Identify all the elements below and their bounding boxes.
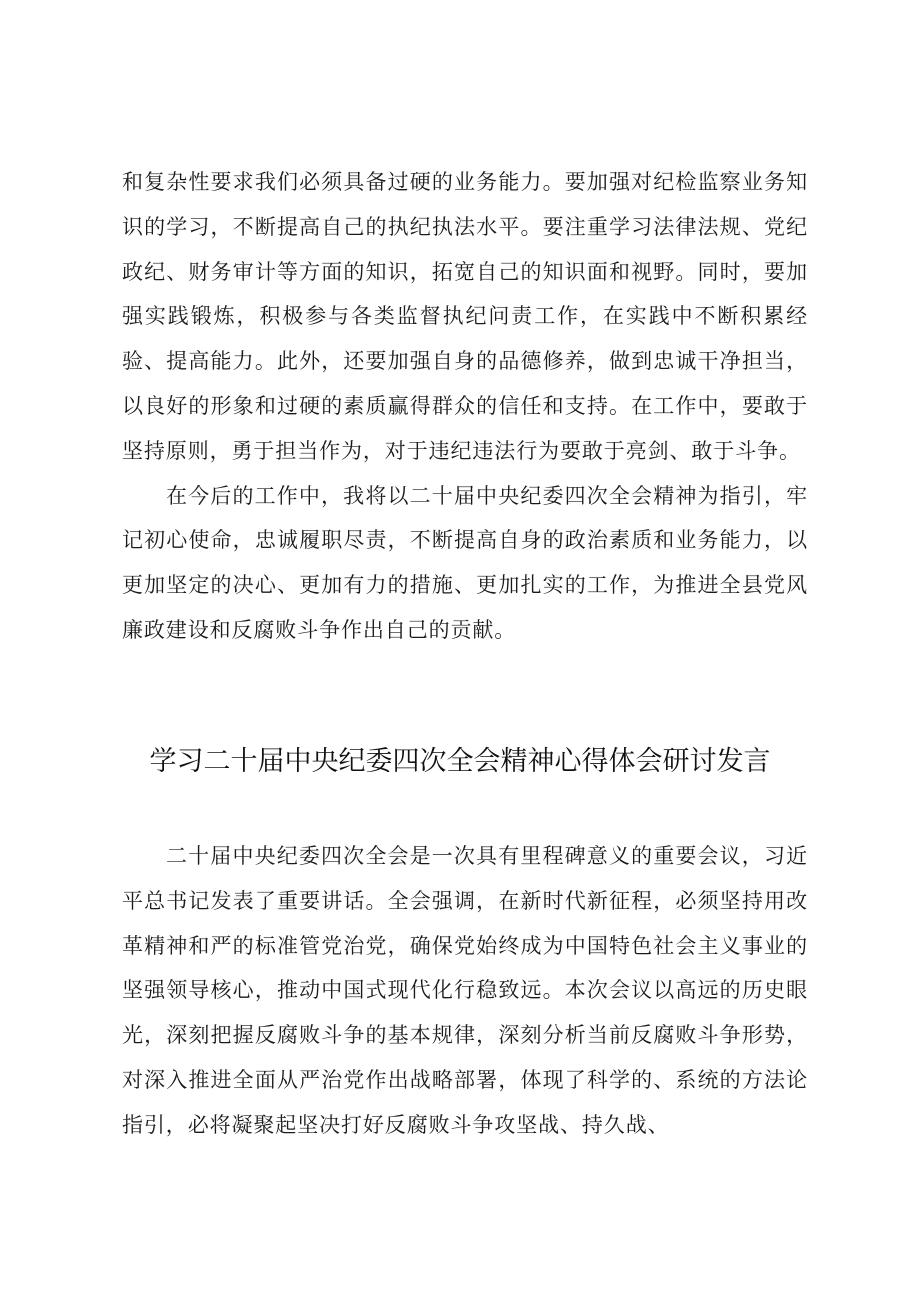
- paragraph-opening: 二十届中央纪委四次全会是一次具有里程碑意义的重要会议，习近平总书记发表了重要讲话。全会强调，在新时代新征程，必须坚持用改革精神和严的标准管党治党，确保党始终成为中国特色社会主义事业的坚强领导核心，推动中国式现代化行稳致远。本次会议以高远的历史眼光，深刻把握反腐败斗争的基本规律，深刻分析当前反腐败斗争形势，对深入推进全面从严治党作出战略部署，体现了科学的、系统的方法论指引，必将凝聚起坚决打好反腐败斗争攻坚战、持久战、: [122, 844, 808, 1137]
- section1-body: [122, 160, 808, 653]
- section2-body: [122, 834, 808, 1148]
- paragraph-continued: 和复杂性要求我们必须具备过硬的业务能力。要加强对纪检监察业务知识的学习，不断提高自己的执纪执法水平。要注重学习法律法规、党纪政纪、财务审计等方面的知识，拓宽自己的知识面和视野。同时，要加强实践锻炼，积极参与各类监督执纪问责工作，在实践中不断积累经验、提高能力。此外，还要加强自身的品德修养，做到忠诚干净担当，以良好的形象和过硬的素质赢得群众的信任和支持。在工作中，要敢于坚持原则，勇于担当作为，对于违纪违法行为要敢于亮剑、敢于斗争。: [122, 170, 808, 463]
- paragraph-closing: 在今后的工作中，我将以二十届中央纪委四次全会精神为指引，牢记初心使命，忠诚履职尽责，不断提高自身的政治素质和业务能力，以更加坚定的决心、更加有力的措施、更加扎实的工作，为推进全县党风廉政建设和反腐败斗争作出自己的贡献。: [122, 483, 808, 642]
- section2-title: 学习二十届中央纪委四次全会精神心得体会研讨发言: [149, 746, 771, 777]
